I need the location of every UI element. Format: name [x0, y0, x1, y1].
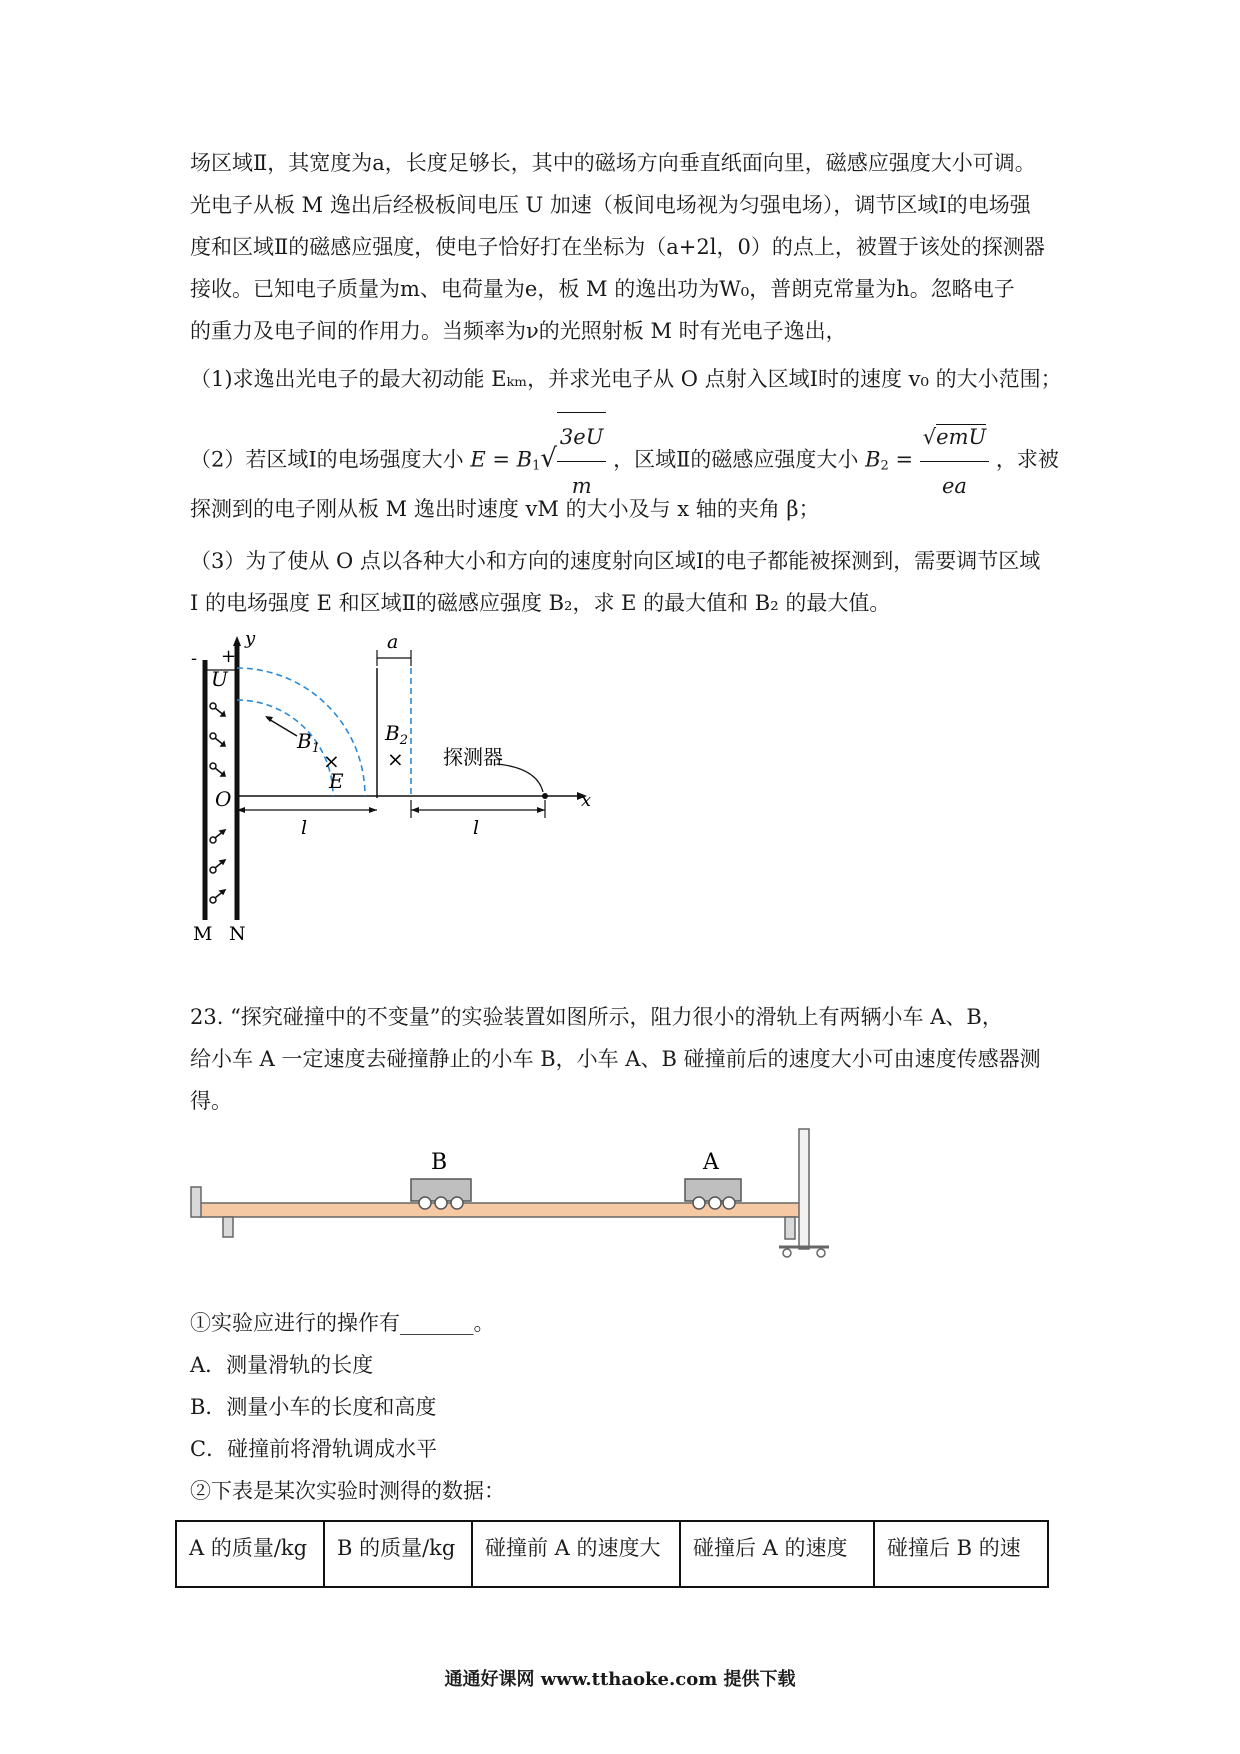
B1-arrow — [267, 718, 297, 736]
p22-line5: 的重力及电子间的作用力。当频率为ν的光照射板 M 时有光电子逸出， — [190, 319, 847, 343]
p22-question2-line2: 探测到的电子刚从板 M 逸出时速度 vM 的大小及与 x 轴的夹角 β； — [190, 497, 820, 521]
B2-label: $B_2$ — [385, 721, 408, 748]
table-header-cell: A 的质量/kg — [176, 1521, 324, 1587]
option-a: A．测量滑轨的长度 — [190, 1353, 374, 1377]
B1-label: $B_1$ — [297, 729, 320, 756]
plus-label: + — [221, 646, 237, 667]
cart-B-label: B — [431, 1150, 448, 1175]
equation-E-lhs: E = B — [470, 447, 533, 472]
equation-B-lhs: B — [865, 447, 881, 472]
p22-line2: 光电子从板 M 逸出后经极板间电压 U 加速（板间电场视为匀强电场），调节区域Ⅰ的电场强 — [190, 193, 1031, 217]
detector-leader — [497, 764, 543, 792]
q2-prefix: （2）若区域Ⅰ的电场强度大小 — [190, 447, 464, 472]
table-intro: ②下表是某次实验时测得的数据： — [190, 1479, 505, 1503]
left-leg — [223, 1217, 233, 1237]
equation-B-fraction: $\frac{\text{√emU}}{ea}$ — [920, 413, 989, 510]
data-table — [175, 1520, 1049, 1588]
table-header-cell: 碰撞后 B 的速 — [874, 1521, 1048, 1587]
q2-mid: ，区域Ⅱ的磁感应强度大小 — [613, 447, 859, 472]
p22-question1: （1)求逸出光电子的最大初动能 Eₖₘ，并求光电子从 O 点射入区域Ⅰ时的速度 v₀ 的大小范围； — [190, 367, 1062, 391]
table-header-cell: B 的质量/kg — [324, 1521, 472, 1587]
voltage-label: U — [211, 667, 228, 691]
field-diagram — [185, 628, 595, 940]
electron-group-lower — [210, 830, 225, 903]
cross-region-I: × — [323, 749, 340, 773]
electron-group-upper — [210, 703, 225, 776]
option-b: B．测量小车的长度和高度 — [190, 1395, 437, 1419]
q2-suffix: ，求被 — [995, 447, 1059, 472]
operation-question: ①实验应进行的操作有_______。 — [190, 1311, 495, 1335]
detector-point — [542, 793, 548, 799]
cart-B — [411, 1179, 471, 1209]
minus-label: - — [191, 648, 198, 669]
x-axis-label: x — [581, 790, 592, 811]
origin-label: O — [215, 787, 232, 811]
cart-A — [685, 1179, 741, 1209]
table-header-cell: 碰撞后 A 的速度 — [680, 1521, 874, 1587]
p22-line3: 度和区域Ⅱ的磁感应强度，使电子恰好打在坐标为（a+2l，0）的点上，被置于该处的探测器 — [190, 235, 1045, 259]
length-label-2: l — [473, 817, 480, 839]
cross-region-II: × — [387, 747, 404, 771]
plate-M-label: M — [193, 923, 213, 940]
p22-line4: 接收。已知电子质量为m、电荷量为e，板 M 的逸出功为W₀，普朗克常量为h。忽略电子 — [190, 277, 1015, 301]
p23-line1: 23. “探究碰撞中的不变量”的实验装置如图所示，阻力很小的滑轨上有两辆小车 A、B， — [190, 1005, 1003, 1029]
p23-line2: 给小车 A 一定速度去碰撞静止的小车 B，小车 A、B 碰撞前后的速度大小可由速度传感器测 — [190, 1047, 1041, 1071]
detector-label: 探测器 — [443, 745, 503, 769]
table-header-row — [176, 1521, 1048, 1587]
right-leg — [785, 1217, 795, 1239]
page-footer: 通通好课网 www.tthaoke.com 提供下载 — [444, 1669, 796, 1690]
p22-line1: 场区域Ⅱ，其宽度为a，长度足够长，其中的磁场方向垂直纸面向里，磁感应强度大小可调。 — [190, 151, 1036, 175]
p23-line3: 得。 — [190, 1089, 232, 1113]
p22-question3-line2: Ⅰ 的电场强度 E 和区域Ⅱ的磁感应强度 B₂，求 E 的最大值和 B₂ 的最大值。 — [190, 591, 891, 615]
width-label: a — [387, 631, 399, 653]
p22-question3-line1: （3）为了使从 O 点以各种大小和方向的速度射向区域Ⅰ的电子都能被探测到，需要调节区域 — [190, 549, 1041, 573]
option-c: C．碰撞前将滑轨调成水平 — [190, 1437, 438, 1461]
air-track-diagram — [185, 1125, 835, 1260]
plate-N-label: N — [229, 923, 246, 940]
table-header-cell: 碰撞前 A 的速度大 — [472, 1521, 680, 1587]
stand-pole — [799, 1129, 809, 1249]
length-label-1: l — [301, 817, 308, 839]
p22-question2: （2）若区域Ⅰ的电场强度大小 $E = B_1√$ $\frac{3eU}{m}$ ，区域Ⅱ的磁感应强度大小 $B_2$ = $\frac{\text{√emU}}{ea}$ ，求被 — [190, 412, 1059, 472]
left-stop — [191, 1187, 201, 1217]
y-axis-label: y — [245, 628, 256, 649]
cart-A-label: A — [703, 1150, 719, 1175]
E-label: E — [329, 769, 344, 793]
equation-E-fraction: $\frac{3eU}{m}$ — [557, 412, 607, 510]
